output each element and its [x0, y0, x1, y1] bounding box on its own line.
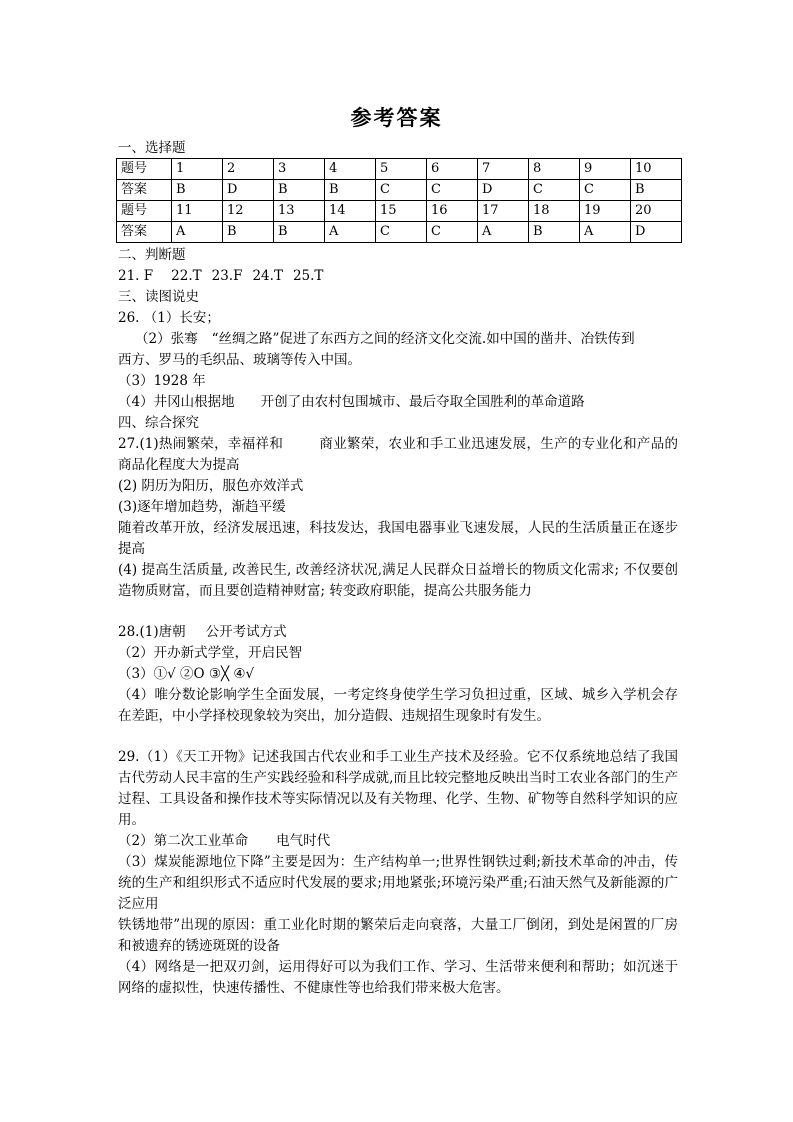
- section-heading-map: 三、读图说史: [118, 289, 199, 305]
- table-cell: B: [172, 180, 223, 201]
- answer-table: [116, 158, 682, 243]
- table-cell: 11: [172, 201, 223, 222]
- table-row-label: 答案: [117, 222, 172, 243]
- q27-1b: 商业繁荣，农业和手工业迅速发展，生产的专业化和产品的商品化程度大为提高: [118, 436, 679, 473]
- q29-2b: 电气时代: [276, 833, 331, 849]
- table-cell: 3: [274, 159, 325, 180]
- judge-answers: [118, 266, 323, 287]
- table-row: [117, 222, 682, 243]
- table-cell: B: [223, 222, 274, 243]
- table-cell: 6: [427, 159, 478, 180]
- q28-1b: 公开考试方式: [205, 624, 287, 640]
- table-cell: B: [274, 222, 325, 243]
- table-cell: C: [376, 180, 427, 201]
- table-row: [117, 159, 682, 180]
- table-cell: 13: [274, 201, 325, 222]
- table-cell: 5: [376, 159, 427, 180]
- q28-line-2: （2）开办新式学堂，开启民智: [118, 645, 303, 661]
- table-cell: C: [376, 222, 427, 243]
- q26-line-3: 西方、罗马的毛织品、玻璃等传入中国。: [118, 352, 361, 368]
- table-cell: 10: [631, 159, 682, 180]
- table-cell: D: [478, 180, 529, 201]
- q27-para-1: [118, 434, 678, 476]
- q26-2b: “丝绸之路”促进了东西方之间的经济文化交流.如中国的凿井、冶铁传到: [211, 331, 635, 347]
- q26-5a: （4）井冈山根据地: [118, 394, 235, 410]
- page-title: 参考答案: [350, 105, 443, 130]
- q29-para-3: （3）煤炭能源地位下降”主要是因为：生产结构单一;世界性钢铁过剩;新技术革命的冲击，传统的生产和组织形式不适应时代发展的要求;用地紧张;环境污染严重;石油天然气及新能源的广泛应用: [118, 854, 678, 912]
- table-cell: D: [631, 222, 682, 243]
- table-cell: 20: [631, 201, 682, 222]
- table-cell: C: [427, 222, 478, 243]
- q27-para-4: 随着改革开放，经济发展迅速，科技发达，我国电器事业飞速发展，人民的生活质量正在逐步提高: [118, 520, 678, 557]
- section-heading-explore: 四、综合探究: [118, 415, 199, 431]
- table-cell: C: [427, 180, 478, 201]
- judge-22: 22.T: [171, 268, 202, 284]
- q26-line-2: [135, 329, 635, 350]
- q26-line-1: 26. （1）长安；: [118, 310, 220, 326]
- q29-para-5: （4）网络是一把双刃剑，运用得好可以为我们工作、学习、生活带来便利和帮助；如沉迷于网络的虚拟性，快速传播性、不健康性等也给我们带来极大危害。: [118, 959, 678, 996]
- q26-2a: （2）张骞: [135, 331, 198, 347]
- table-cell: 15: [376, 201, 427, 222]
- table-cell: 1: [172, 159, 223, 180]
- q27-para-3: (3)逐年增加趋势，渐趋平缓: [118, 499, 286, 515]
- table-row-label: 题号: [117, 201, 172, 222]
- table-cell: 18: [529, 201, 580, 222]
- judge-21: 21. F: [118, 268, 154, 284]
- q26-line-4: （3）1928 年: [118, 373, 206, 389]
- table-cell: 14: [325, 201, 376, 222]
- judge-24: 24.T: [252, 268, 283, 284]
- table-cell: 7: [478, 159, 529, 180]
- table-cell: B: [325, 180, 376, 201]
- table-cell: 12: [223, 201, 274, 222]
- table-cell: B: [274, 180, 325, 201]
- table-cell: A: [172, 222, 223, 243]
- table-cell: 16: [427, 201, 478, 222]
- q29-2a: （2）第二次工业革命: [118, 833, 249, 849]
- table-cell: A: [325, 222, 376, 243]
- table-cell: B: [631, 180, 682, 201]
- q28-line-3: （3）①√ ②O ③╳ ④√: [118, 666, 255, 682]
- q27-1a: 27.(1)热闹繁荣，幸福祥和: [118, 436, 284, 452]
- table-row: [117, 180, 682, 201]
- table-cell: 4: [325, 159, 376, 180]
- section-heading-judge: 二、判断题: [118, 247, 186, 263]
- q27-para-5: (4) 提高生活质量, 改善民生, 改善经济状况,满足人民群众日益增长的物质文化需求; 不仅要创造物质财富，而且要创造精神财富; 转变政府职能，提高公共服务能力: [118, 562, 678, 599]
- table-cell: B: [529, 222, 580, 243]
- q29-para-4: 铁锈地带”出现的原因：重工业化时期的繁荣后走向衰落，大量工厂倒闭，到处是闲置的厂房和被遗弃的锈迹斑斑的设备: [118, 917, 678, 954]
- table-cell: A: [478, 222, 529, 243]
- table-cell: 17: [478, 201, 529, 222]
- q29-line-2: [118, 831, 330, 852]
- q26-line-5: [118, 392, 585, 413]
- judge-23: 23.F: [211, 268, 243, 284]
- table-cell: 9: [580, 159, 631, 180]
- table-cell: A: [580, 222, 631, 243]
- judge-25: 25.T: [292, 268, 324, 284]
- q28-1a: 28.(1)唐朝: [118, 624, 186, 640]
- q27-para-2: (2) 阴历为阳历，服色亦效洋式: [118, 478, 304, 494]
- q29-para-1: 29.（1）《天工开物》记述我国古代农业和手工业生产技术及经验。它不仅系统地总结了我国古代劳动人民丰富的生产实践经验和科学成就,而且比较完整地反映出当时工农业各部门的生产过程、工具设备和操作技术等实际情况以及有关物理、化学、生物、矿物等自然科学知识的应用。: [118, 749, 678, 828]
- table-cell: 19: [580, 201, 631, 222]
- table-row-label: 答案: [117, 180, 172, 201]
- table-cell: 2: [223, 159, 274, 180]
- q28-para-4: （4）唯分数论影响学生全面发展，一考定终身使学生学习负担过重，区域、城乡入学机会存在差距，中小学择校现象较为突出，加分造假、违规招生现象时有发生。: [118, 687, 678, 724]
- table-row: [117, 201, 682, 222]
- q26-5b: 开创了由农村包围城市、最后夺取全国胜利的革命道路: [260, 394, 585, 410]
- section-heading-choice: 一、选择题: [118, 140, 186, 156]
- table-cell: C: [529, 180, 580, 201]
- q28-line-1: [118, 622, 287, 643]
- table-cell: 8: [529, 159, 580, 180]
- table-row-label: 题号: [117, 159, 172, 180]
- table-cell: C: [580, 180, 631, 201]
- table-cell: D: [223, 180, 274, 201]
